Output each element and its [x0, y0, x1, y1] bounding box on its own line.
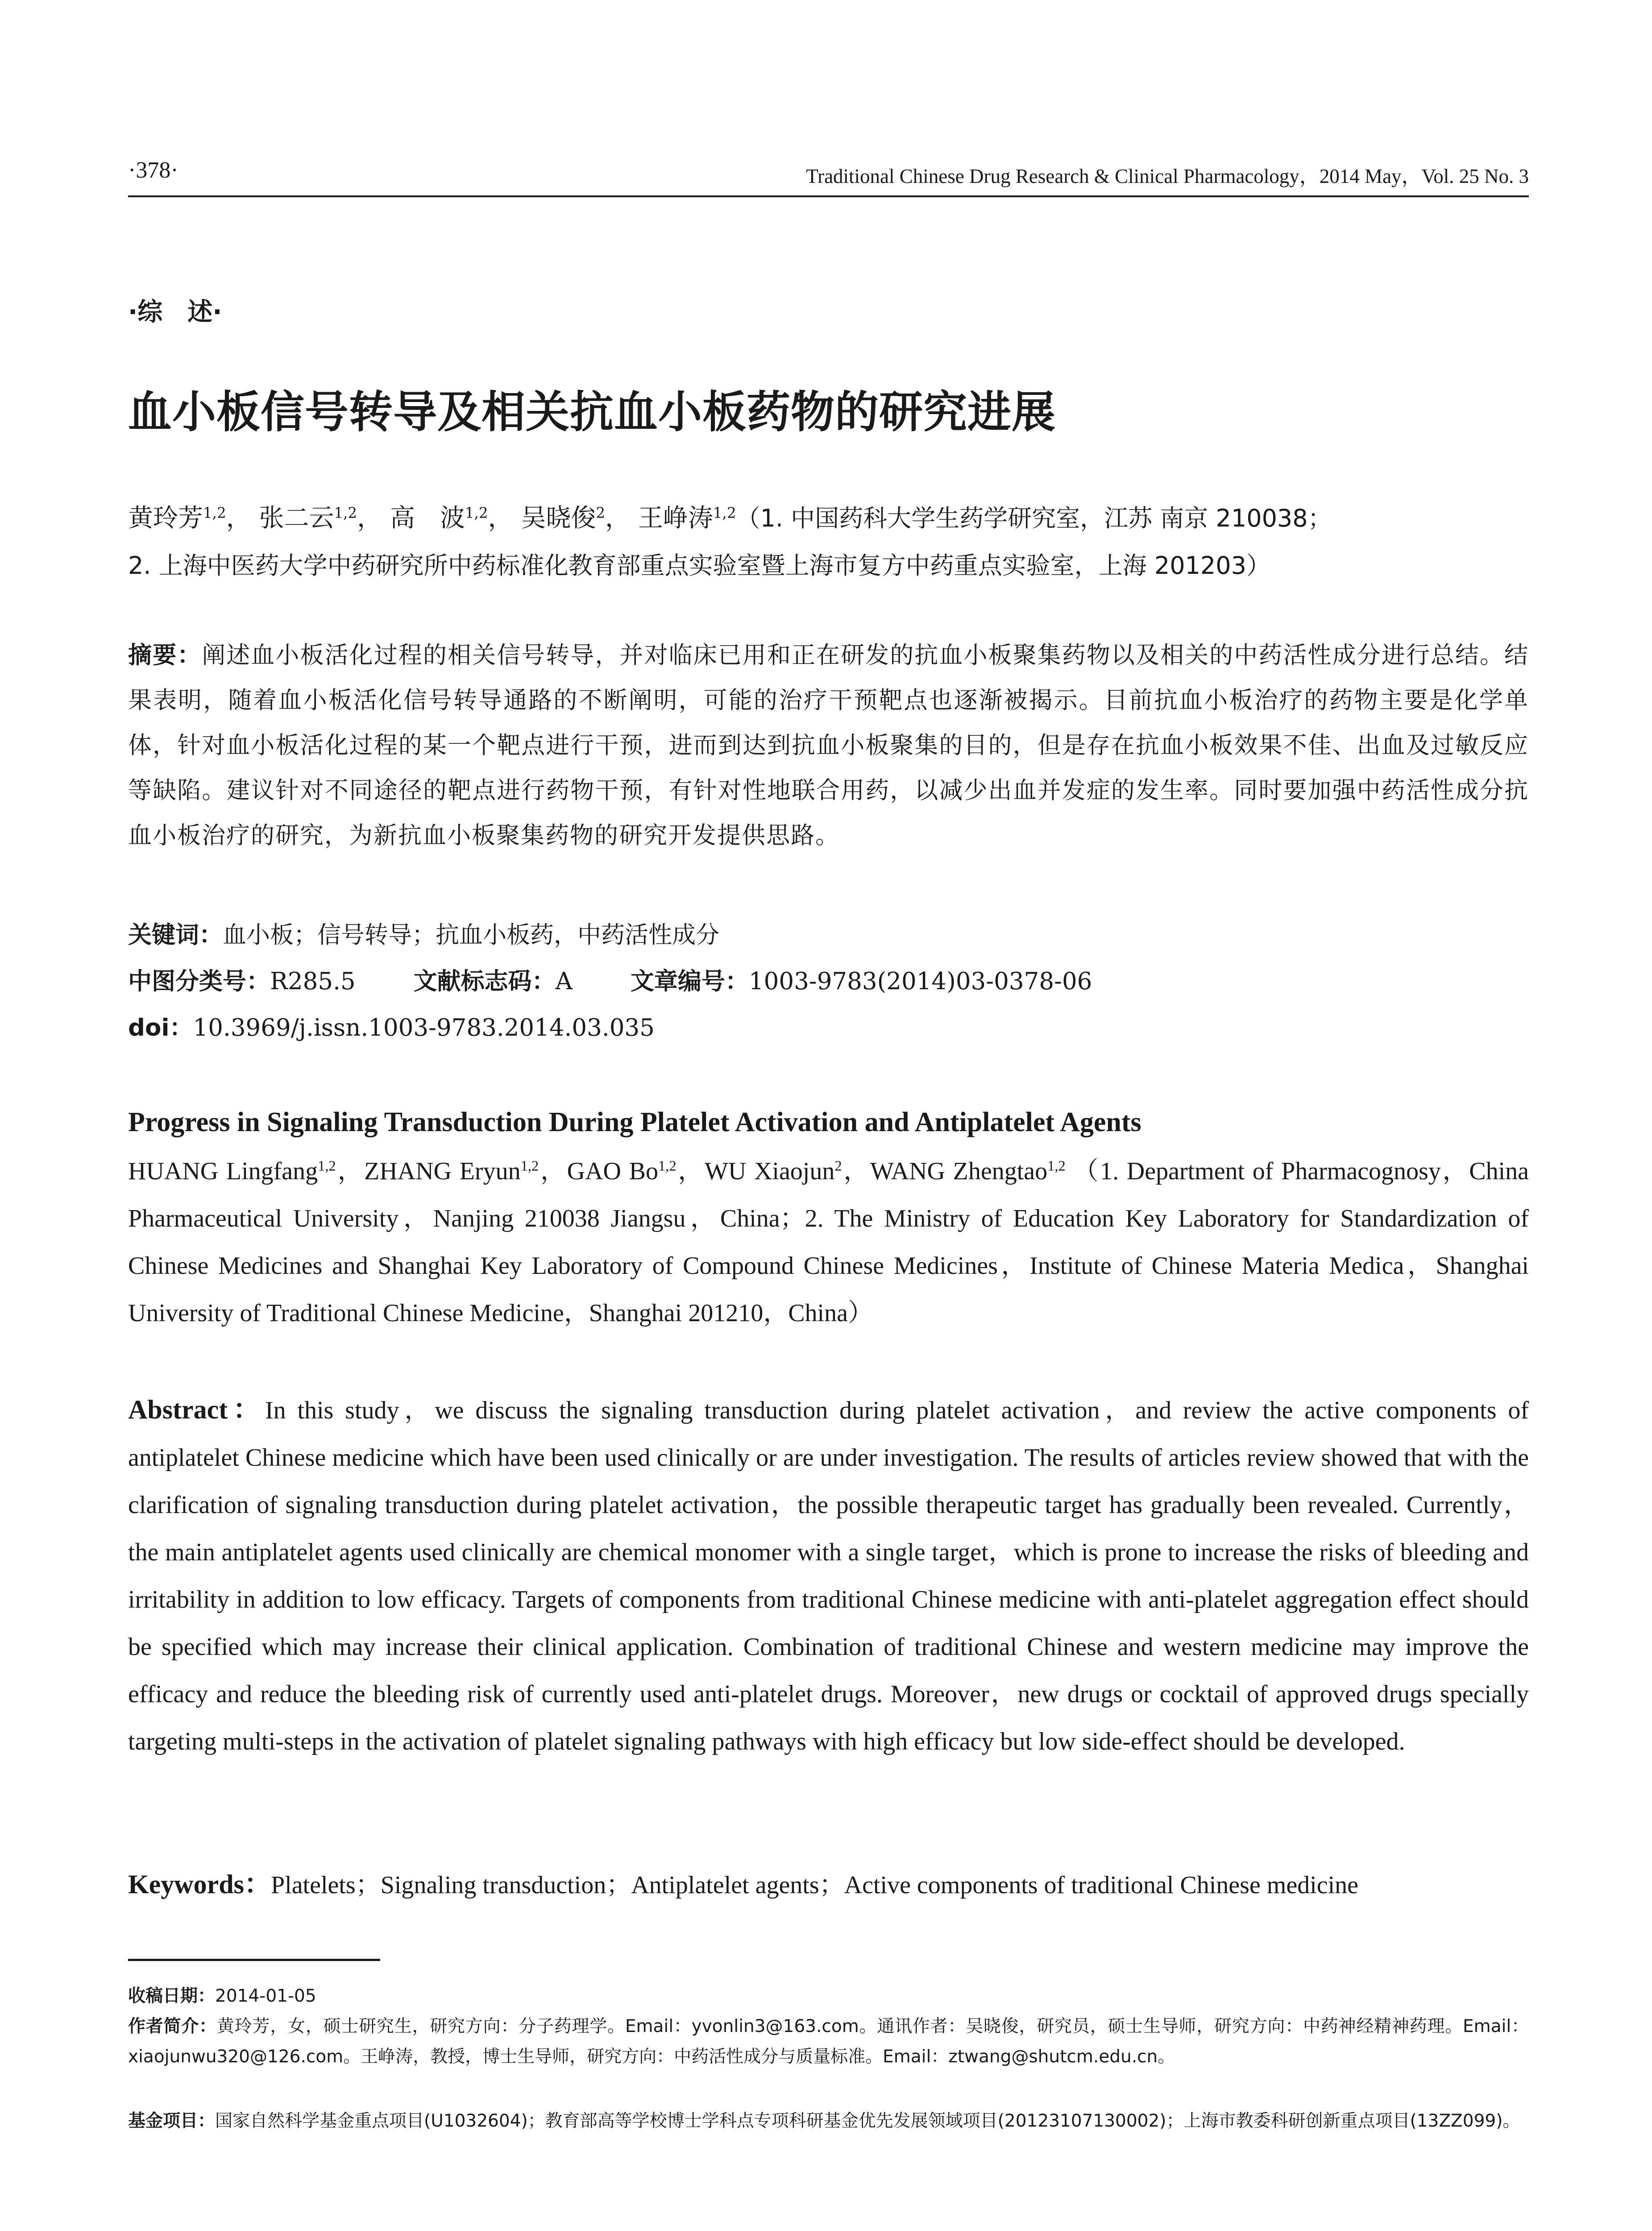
affiliation-en: （1. Department of Pharmacognosy，China Pharmaceutical University，Nanjing 210038 Jiangsu，China；2. The Ministry of Education Key Laboratory for Standardization of Chinese Medicines and Shanghai Key Laboratory of Compound Chinese Medicines，Institute of Chinese Materia Medica，Shanghai University of Traditional Chinese Medicine，Shanghai 201210，China）	[128, 1157, 1529, 1327]
author-cn: 高 波$^{1,2}$	[390, 504, 488, 533]
author-en: ZHANG Eryun$^{1,2}$	[364, 1157, 539, 1185]
author-cn: 王峥涛$^{1,2}$	[638, 504, 736, 533]
header-rule	[128, 195, 1529, 197]
author-cn: 张二云$^{1,2}$	[259, 504, 357, 533]
abstract-cn-label: 摘要：	[128, 642, 202, 669]
footnote-author-info	[128, 2011, 1529, 2072]
received-label: 收稿日期：	[128, 1986, 216, 2006]
clc-value: R285.5	[270, 968, 356, 995]
article-number-value: 1003-9783(2014)03-0378-06	[748, 968, 1092, 995]
abstract-en-text: In this study，we discuss the signaling transduction during platelet activation，and review the active components of antiplatelet Chinese medicine which have been used clinically or are under investigation. The results of articles review showed that with the clarification of signaling transduction during platelet activation，the possible therapeutic target has gradually been revealed. Currently，the main antiplatelet agents used clinically are chemical monomer with a single target，which is prone to increase the risks of bleeding and irritability in addition to low efficacy. Targets of components from traditional Chinese medicine with anti-platelet aggregation effect should be specified which may increase their clinical application. Combination of traditional Chinese and western medicine may improve the efficacy and reduce the bleeding risk of currently used anti-platelet drugs. Moreover，new drugs or cocktail of approved drugs specially targeting multi-steps in the activation of platelet signaling pathways with high efficacy but low side-effect should be developed.	[128, 1397, 1529, 1755]
author-en: HUANG Lingfang$^{1,2}$	[128, 1157, 336, 1185]
keywords-en-label: Keywords：	[128, 1870, 271, 1899]
author-cn: 吴晓俊$^2$	[521, 504, 606, 533]
paper-title-cn: 血小板信号转导及相关抗血小板药物的研究进展	[128, 387, 1056, 438]
section-label: ·综 述·	[128, 298, 222, 327]
funding-text: 国家自然科学基金重点项目(U1032604)；教育部高等学校博士学科点专项科研基金优先发展领域项目(20123107130002)；上海市教委科研创新重点项目(13ZZ099)。	[215, 2111, 1520, 2131]
authors-affiliation-en: HUANG Lingfang$^{1,2}$，ZHANG Eryun$^{1,2}$，GAO Bo$^{1,2}$，WU Xiaojun$^2$，WANG Zhengtao$^{1,2}$ （1. Department of Pharmacognosy，China Pharmaceutical University，Nanjing 210038 Jiangsu，China；2. The Ministry of Education Key Laboratory for Standardization of Chinese Medicines and Shanghai Key Laboratory of Compound Chinese Medicines，Institute of Chinese Materia Medica，Shanghai University of Traditional Chinese Medicine，Shanghai 201210，China）	[128, 1157, 1529, 1327]
keywords-en	[128, 1861, 1529, 1909]
clc-label: 中图分类号：	[128, 968, 270, 995]
keywords-cn-text: 血小板；信号转导；抗血小板药，中药活性成分	[223, 921, 719, 949]
abstract-en-label: Abstract：	[128, 1395, 265, 1424]
doi-value: 10.3969/j.issn.1003-9783.2014.03.035	[193, 1014, 655, 1041]
abstract-en	[128, 1386, 1529, 1765]
author-info-label: 作者简介：	[128, 2016, 217, 2036]
doc-code-label: 文献标志码：	[413, 968, 556, 995]
author-en: WANG Zhengtao$^{1,2}$	[870, 1157, 1066, 1185]
keywords-cn	[128, 913, 1529, 958]
footnote-funding	[128, 2106, 1529, 2136]
running-head: Traditional Chinese Drug Research & Clinical Pharmacology，2014 May，Vol. 25 No. 3	[806, 165, 1529, 187]
author-en: GAO Bo$^{1,2}$	[567, 1157, 677, 1185]
funding-label: 基金项目：	[128, 2111, 216, 2131]
affiliation-cn-line1: （1. 中国药科大学生药学研究室，江苏 南京 210038；	[736, 504, 1332, 532]
footnote-received	[128, 1981, 1529, 2011]
doi-line	[128, 1006, 1529, 1050]
affiliation-cn-line2: 2. 上海中医药大学中药研究所中药标准化教育部重点实验室暨上海市复方中药重点实验室，上海 201203）	[128, 552, 1270, 580]
doc-code-value: A	[555, 968, 573, 995]
footnote-rule	[128, 1959, 380, 1961]
abstract-cn-text: 阐述血小板活化过程的相关信号转导，并对临床已用和正在研发的抗血小板聚集药物以及相关的中药活性成分进行总结。结果表明，随着血小板活化信号转导通路的不断阐明，可能的治疗干预靶点也逐渐被揭示。目前抗血小板治疗的药物主要是化学单体，针对血小板活化过程的某一个靶点进行干预，进而到达到抗血小板聚集的目的，但是存在抗血小板效果不佳、出血及过敏反应等缺陷。建议针对不同途径的靶点进行药物干预，有针对性地联合用药，以减少出血并发症的发生率。同时要加强中药活性成分抗血小板治疗的研究，为新抗血小板聚集药物的研究开发提供思路。	[128, 642, 1529, 849]
author-en: WU Xiaojun$^2$	[704, 1157, 842, 1185]
keywords-cn-label: 关键词：	[128, 921, 223, 949]
doi-label: doi：	[128, 1014, 193, 1041]
page-number: ·378·	[128, 158, 178, 183]
keywords-en-text: Platelets；Signaling transduction；Antiplatelet agents；Active components of traditional Chinese medicine	[270, 1871, 1358, 1899]
author-cn: 黄玲芳$^{1,2}$	[128, 504, 226, 533]
classification-line	[128, 959, 1529, 1004]
paper-title-en: Progress in Signaling Transduction During Platelet Activation and Antiplatelet Agents	[128, 1107, 1141, 1137]
author-info-text: 黄玲芳，女，硕士研究生，研究方向：分子药理学。Email：yvonlin3@163.com。通讯作者：吴晓俊，研究员，硕士生导师，研究方向：中药神经精神药理。Email：xiaojunwu320@126.com。王峥涛，教授，博士生导师，研究方向：中药活性成分与质量标准。Email：ztwang@shutcm.edu.cn。	[128, 2016, 1529, 2067]
article-number-label: 文章编号：	[630, 968, 749, 995]
abstract-cn	[128, 633, 1529, 858]
author-list-cn: 黄玲芳$^{1,2}$， 张二云$^{1,2}$， 高 波$^{1,2}$， 吴晓俊$^2$， 王峥涛$^{1,2}$（1. 中国药科大学生药学研究室，江苏 南京 210038；	[128, 504, 1332, 533]
received-date: 2014-01-05	[215, 1986, 316, 2006]
